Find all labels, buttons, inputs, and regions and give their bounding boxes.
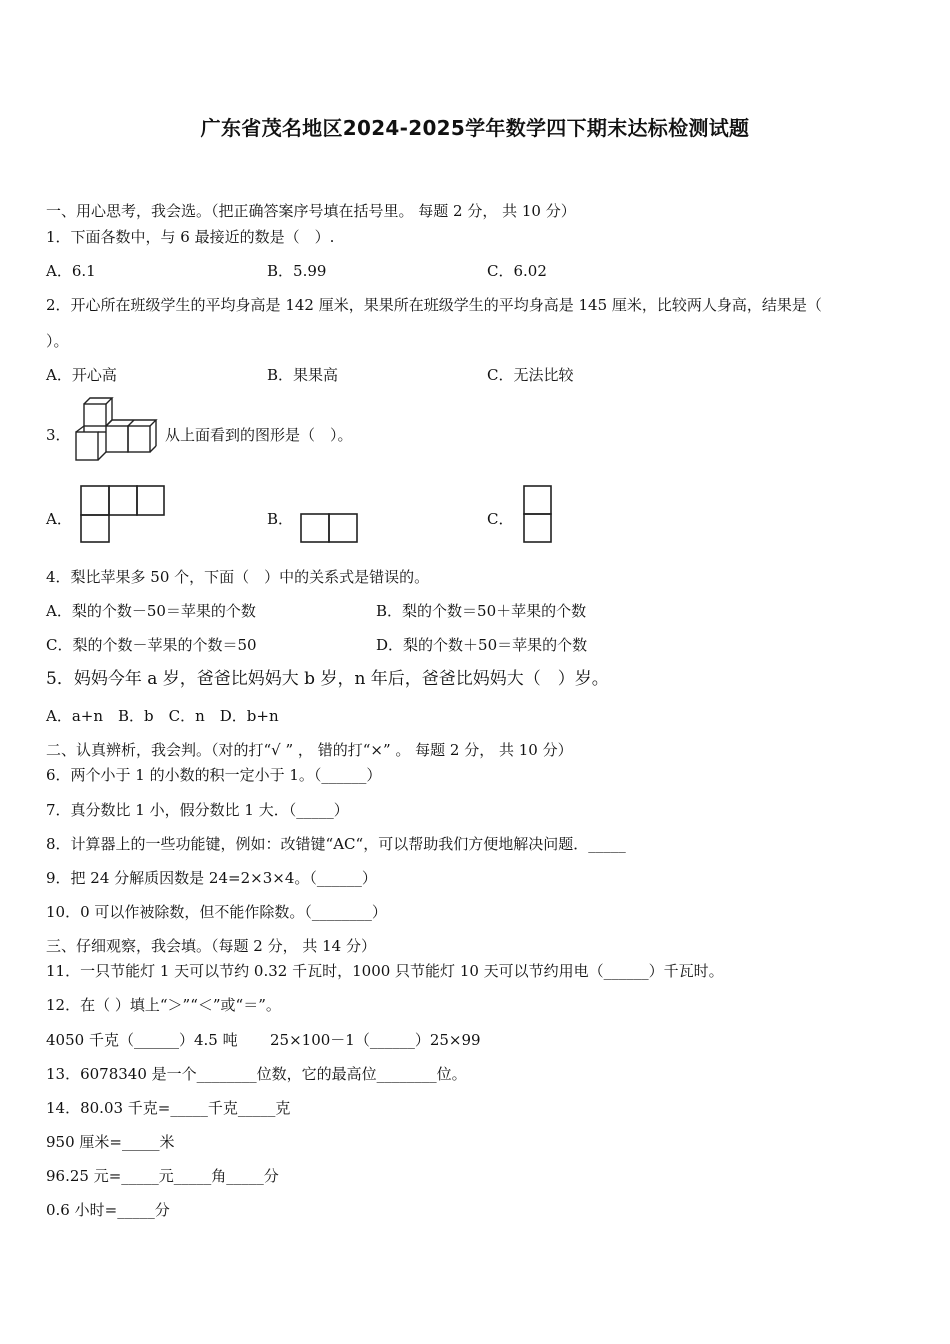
q1-option-a: A．6.1: [46, 262, 96, 280]
section1-heading: 一、用心思考，我会选。（把正确答案序号填在括号里。 每题 2 分， 共 10 分）: [46, 202, 576, 220]
q4-option-b: B．梨的个数＝50＋苹果的个数: [376, 602, 587, 620]
q13: 13．6078340 是一个________位数，它的最高位________位。: [46, 1065, 467, 1083]
q10: 10．0 可以作被除数，但不能作除数。（________）: [46, 903, 387, 921]
q3-stem: 从上面看到的图形是（ ）。: [165, 426, 353, 444]
q3-number: 3．: [46, 426, 71, 444]
q14-line4: 0.6 小时=_____分: [46, 1201, 170, 1219]
q8: 8．计算器上的一些功能键，例如：改错键“AC“，可以帮助我们方便地解决问题．_____: [46, 835, 626, 853]
q4-option-a: A．梨的个数－50＝苹果的个数: [46, 602, 256, 620]
section3-heading: 三、仔细观察，我会填。（每题 2 分， 共 14 分）: [46, 937, 376, 955]
q1-stem: 1．下面各数中，与 6 最接近的数是（ ）.: [46, 228, 335, 246]
q11: 11．一只节能灯 1 天可以节约 0.32 千瓦时，1000 只节能灯 10 天可以节约用电（______）千瓦时。: [46, 962, 724, 980]
q2-option-a: A．开心高: [46, 366, 117, 384]
q1-option-b: B．5.99: [267, 262, 327, 280]
q7: 7．真分数比 1 小，假分数比 1 大．（_____）: [46, 801, 349, 819]
section2-heading: 二、认真辨析，我会判。（对的打“√ ” ， 错的打“×” 。 每题 2 分， 共 10 分）: [46, 741, 573, 759]
q12-stem: 12．在（ ）填上“＞”“＜”或“＝”。: [46, 996, 281, 1014]
cube-stack-figure: [72, 395, 164, 463]
q5-stem: 5．妈妈今年 a 岁，爸爸比妈妈大 b 岁，n 年后，爸爸比妈妈大（ ）岁。: [46, 669, 609, 689]
q3-option-b-figure: [300, 512, 360, 544]
q14-line1: 14．80.03 千克=_____千克_____克: [46, 1099, 291, 1117]
q14-line2: 950 厘米=_____米: [46, 1133, 175, 1151]
q3-option-a-figure: [80, 484, 166, 544]
q14-line3: 96.25 元=_____元_____角_____分: [46, 1167, 279, 1185]
q4-option-d: D．梨的个数＋50＝苹果的个数: [376, 636, 588, 654]
q2-stem-line1: 2．开心所在班级学生的平均身高是 142 厘米，果果所在班级学生的平均身高是 145 厘米，比较两人身高，结果是（: [46, 296, 822, 314]
q3-option-a-label: A．: [46, 510, 72, 528]
q6: 6．两个小于 1 的小数的积一定小于 1。（______）: [46, 766, 382, 784]
q12-part2: 25×100－1（______）25×99: [270, 1031, 481, 1049]
q3-option-b-label: B．: [267, 510, 294, 528]
q1-option-c: C．6.02: [487, 262, 547, 280]
q3-option-c-label: C．: [487, 510, 514, 528]
q4-stem: 4．梨比苹果多 50 个，下面（ ）中的关系式是错误的。: [46, 568, 430, 586]
q3-option-c-figure: [522, 484, 554, 544]
page-title: 广东省茂名地区2024-2025学年数学四下期末达标检测试题: [200, 116, 750, 140]
q5-options: A．a+n B．b C．n D．b+n: [46, 707, 279, 725]
q9: 9．把 24 分解质因数是 24=2×3×4。（______）: [46, 869, 377, 887]
q2-option-c: C．无法比较: [487, 366, 574, 384]
q12-part1: 4050 千克（______）4.5 吨: [46, 1031, 238, 1049]
q4-option-c: C．梨的个数－苹果的个数＝50: [46, 636, 257, 654]
q2-option-b: B．果果高: [267, 366, 339, 384]
q2-stem-line2: ）。: [46, 332, 69, 350]
